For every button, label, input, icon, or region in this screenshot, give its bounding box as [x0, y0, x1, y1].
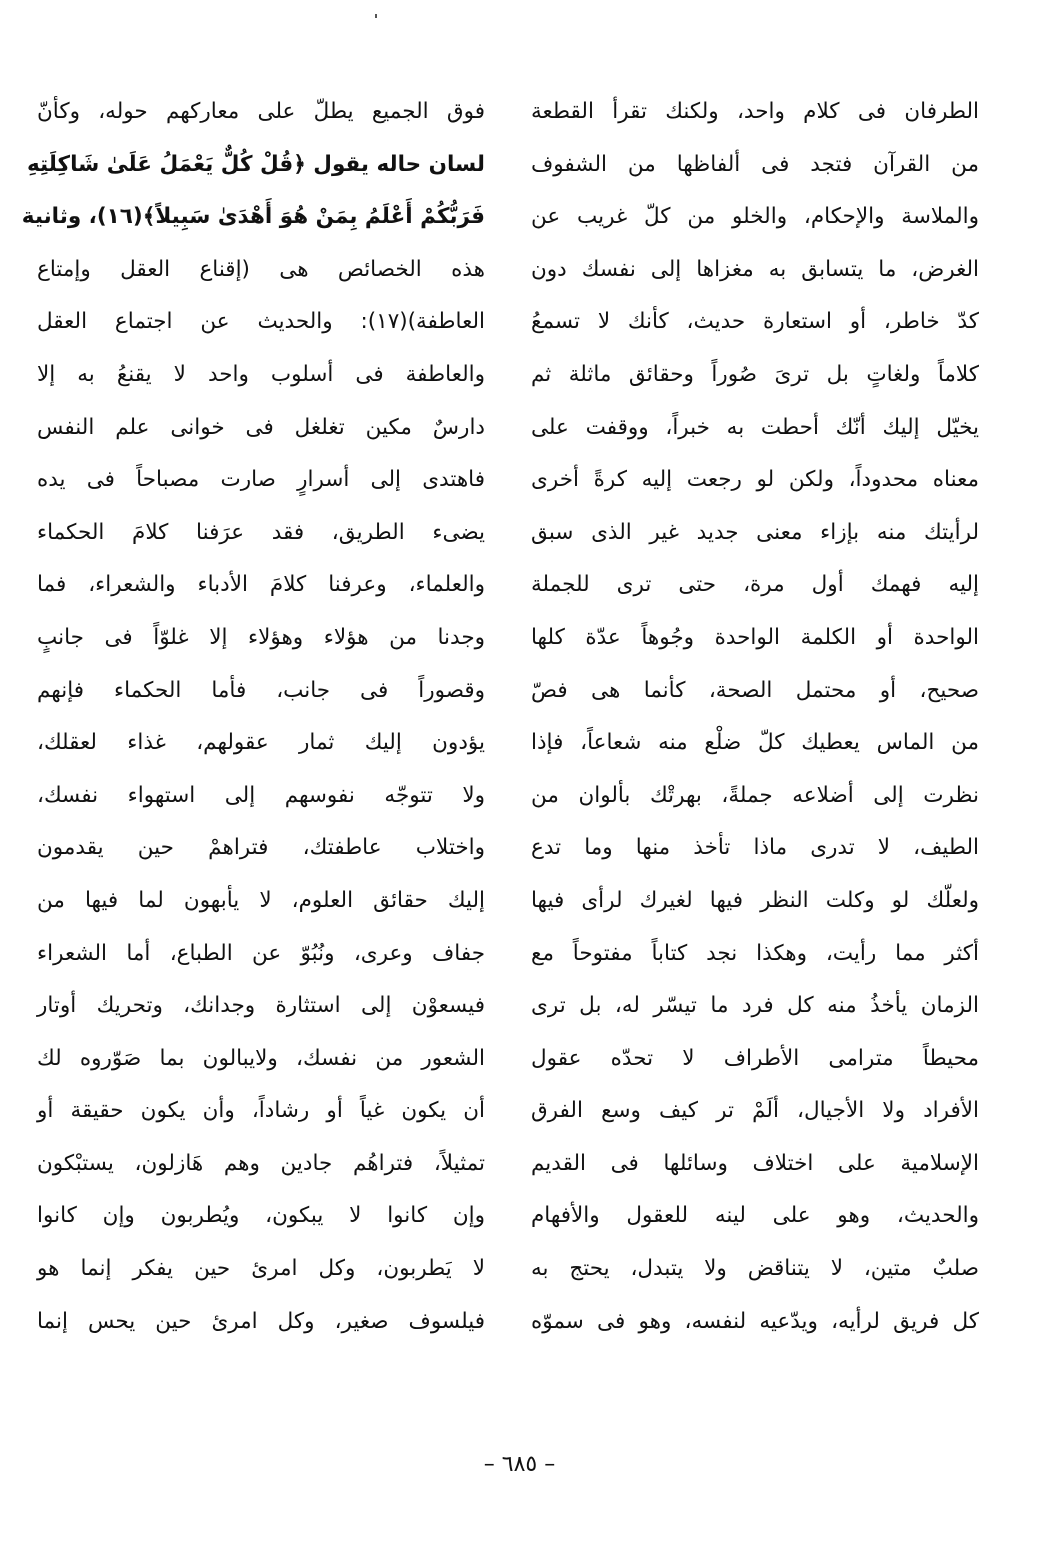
- right-text-column: [531, 86, 979, 1348]
- quran-verse-line: فَرَبُّكُمْ أَعْلَمُ بِمَنْ هُوَ أَهْدَىٰ سَبِيلاً﴾(١٦)، وثانية: [21, 204, 485, 230]
- text-line: واختلاب عاطفتك، فتراهمْ حين يقدمون: [37, 835, 485, 861]
- text-line: أن يكون غياً أو رشاداً، وأن يكون حقيقة أو: [37, 1098, 485, 1124]
- text-line: الطرفان فى كلام واحد، ولكنك تقرأ القطعة: [531, 99, 979, 124]
- text-line: لا يَطربون، وكل امرئ حين يفكر إنما هو: [37, 1256, 485, 1282]
- text-line: جفاف وعرى، ونُبُوّ عن الطباع، أما الشعراء: [37, 940, 485, 966]
- text-line: فيسعوْن إلى استثارة وجدانك، وتحريك أوتار: [37, 993, 485, 1019]
- text-line: وجدنا من هؤلاء وهؤلاء إلا غلوّاً فى جانبٍ: [37, 624, 485, 650]
- text-line: كدّ خاطر، أو استعارة حديث، كأنك لا تسمعُ: [531, 309, 979, 335]
- text-line: الطيف، لا تدرى ماذا تأخذ منها وما تدع: [531, 835, 979, 861]
- text-line: ولا تتوجّه نفوسهم إلى استهواء نفسك،: [37, 782, 485, 808]
- text-line: فوق الجميع يطلّ على معاركهم حوله، وكأنّ: [37, 99, 485, 124]
- text-line: إليك حقائق العلوم، لا يأبهون لما فيها من: [37, 887, 485, 913]
- text-line: معناه محدوداً، ولكن لو رجعت إليه كرةً أخرى: [531, 467, 979, 493]
- text-line: فيلسوف صغير، وكل امرئ حين يحس إنما: [37, 1308, 485, 1334]
- quran-verse-line: لسان حاله يقول ﴿قُلْ كُلٌّ يَعْمَلُ عَلَىٰ شَاكِلَتِهِ: [26, 151, 485, 177]
- text-line: وقصوراً فى جانب، فأما الحكماء فإنهم: [37, 677, 485, 703]
- text-line: الشعور من نفسك، ولايبالون بما صَوّروه لك: [37, 1045, 485, 1071]
- text-line: كلاماً ولغاتٍ بل ترىَ صُوراً وحقائق ماثلة ثم: [531, 361, 979, 387]
- text-line: صحيح، أو محتمل الصحة، كأنما هى فصّ: [531, 677, 979, 703]
- text-line: من القرآن فتجد فى ألفاظها من الشفوف: [531, 151, 979, 177]
- text-line: الغرض، ما يتسابق به مغزاها إلى نفسك دون: [531, 256, 979, 282]
- text-line: كل فريق لرأيه، ويدّعيه لنفسه، وهو فى سموّه: [531, 1308, 979, 1334]
- text-line: دارسٌ مكين تغلغل فى خوانى علم النفس: [37, 414, 485, 440]
- text-line: الواحدة أو الكلمة الواحدة وجُوهاً عدّة كلها: [531, 624, 979, 650]
- text-line: الأفراد ولا الأجيال، ألَمْ تر كيف وسع الفرق: [531, 1098, 979, 1124]
- text-line: إليه فهمك أول مرة، حتى ترى للجملة: [531, 572, 979, 598]
- text-line: هذه الخصائص هى (إقناع العقل وإمتاع: [37, 256, 485, 282]
- text-line: تمثيلاً، فتراهُم جادين وهم هَازلون، يستبْكون: [37, 1150, 485, 1176]
- text-line: يضىء الطريق، فقد عرَفنا كلامَ الحكماء: [37, 519, 485, 545]
- text-line: صلبٌ متين، لا يتناقض ولا يتبدل، يحتج به: [531, 1256, 979, 1282]
- page-number: – ٦٨٥ –: [483, 1452, 556, 1477]
- text-line: نظرت إلى أضلاعه جملةً، بهرتْك بألوان من: [531, 782, 979, 808]
- text-line: أكثر مما رأيت، وهكذا نجد كتاباً مفتوحاً مع: [531, 940, 979, 966]
- text-line: والعاطفة فى أسلوب واحد لا يقنعُ به إلا: [37, 361, 485, 387]
- text-line: يؤدون إليك ثمار عقولهم، غذاء لعقلك،: [37, 730, 485, 756]
- text-line: العاطفة)(١٧): والحديث عن اجتماع العقل: [37, 309, 485, 335]
- text-line: فاهتدى إلى أسرارٍ صارت مصباحاً فى يده: [37, 467, 485, 493]
- text-line: محيطاً مترامى الأطراف لا تحدّه عقول: [531, 1045, 979, 1071]
- text-line: الزمان يأخذُ منه كل فرد ما تيسّر له، بل ترى: [531, 993, 979, 1019]
- text-line: والحديث، وهو على لينه للعقول والأفهام: [531, 1203, 979, 1229]
- text-line: والملاسة والإحكام، والخلو من كلّ غريب عن: [531, 204, 979, 230]
- scan-mark: [375, 14, 377, 18]
- text-line: من الماس يعطيك كلّ ضلْع منه شعاعاً، فإذا: [531, 730, 979, 756]
- text-line: والعلماء، وعرفنا كلامَ الأدباء والشعراء، فما: [37, 572, 485, 598]
- text-line: ولعلّك لو وكلت النظر فيها لغيرك لرأى فيها: [531, 887, 979, 913]
- text-line: لرأيتك منه بإزاء معنى جديد غير الذى سبق: [531, 519, 979, 545]
- text-line: وإن كانوا لا يبكون، ويُطربون وإن كانوا: [37, 1203, 485, 1229]
- text-line: الإسلامية على اختلاف وسائلها فى القديم: [531, 1150, 979, 1176]
- text-line: يخيّل إليك أنّك أحطت به خبراً، ووقفت على: [531, 414, 979, 440]
- left-text-column: [21, 86, 485, 1348]
